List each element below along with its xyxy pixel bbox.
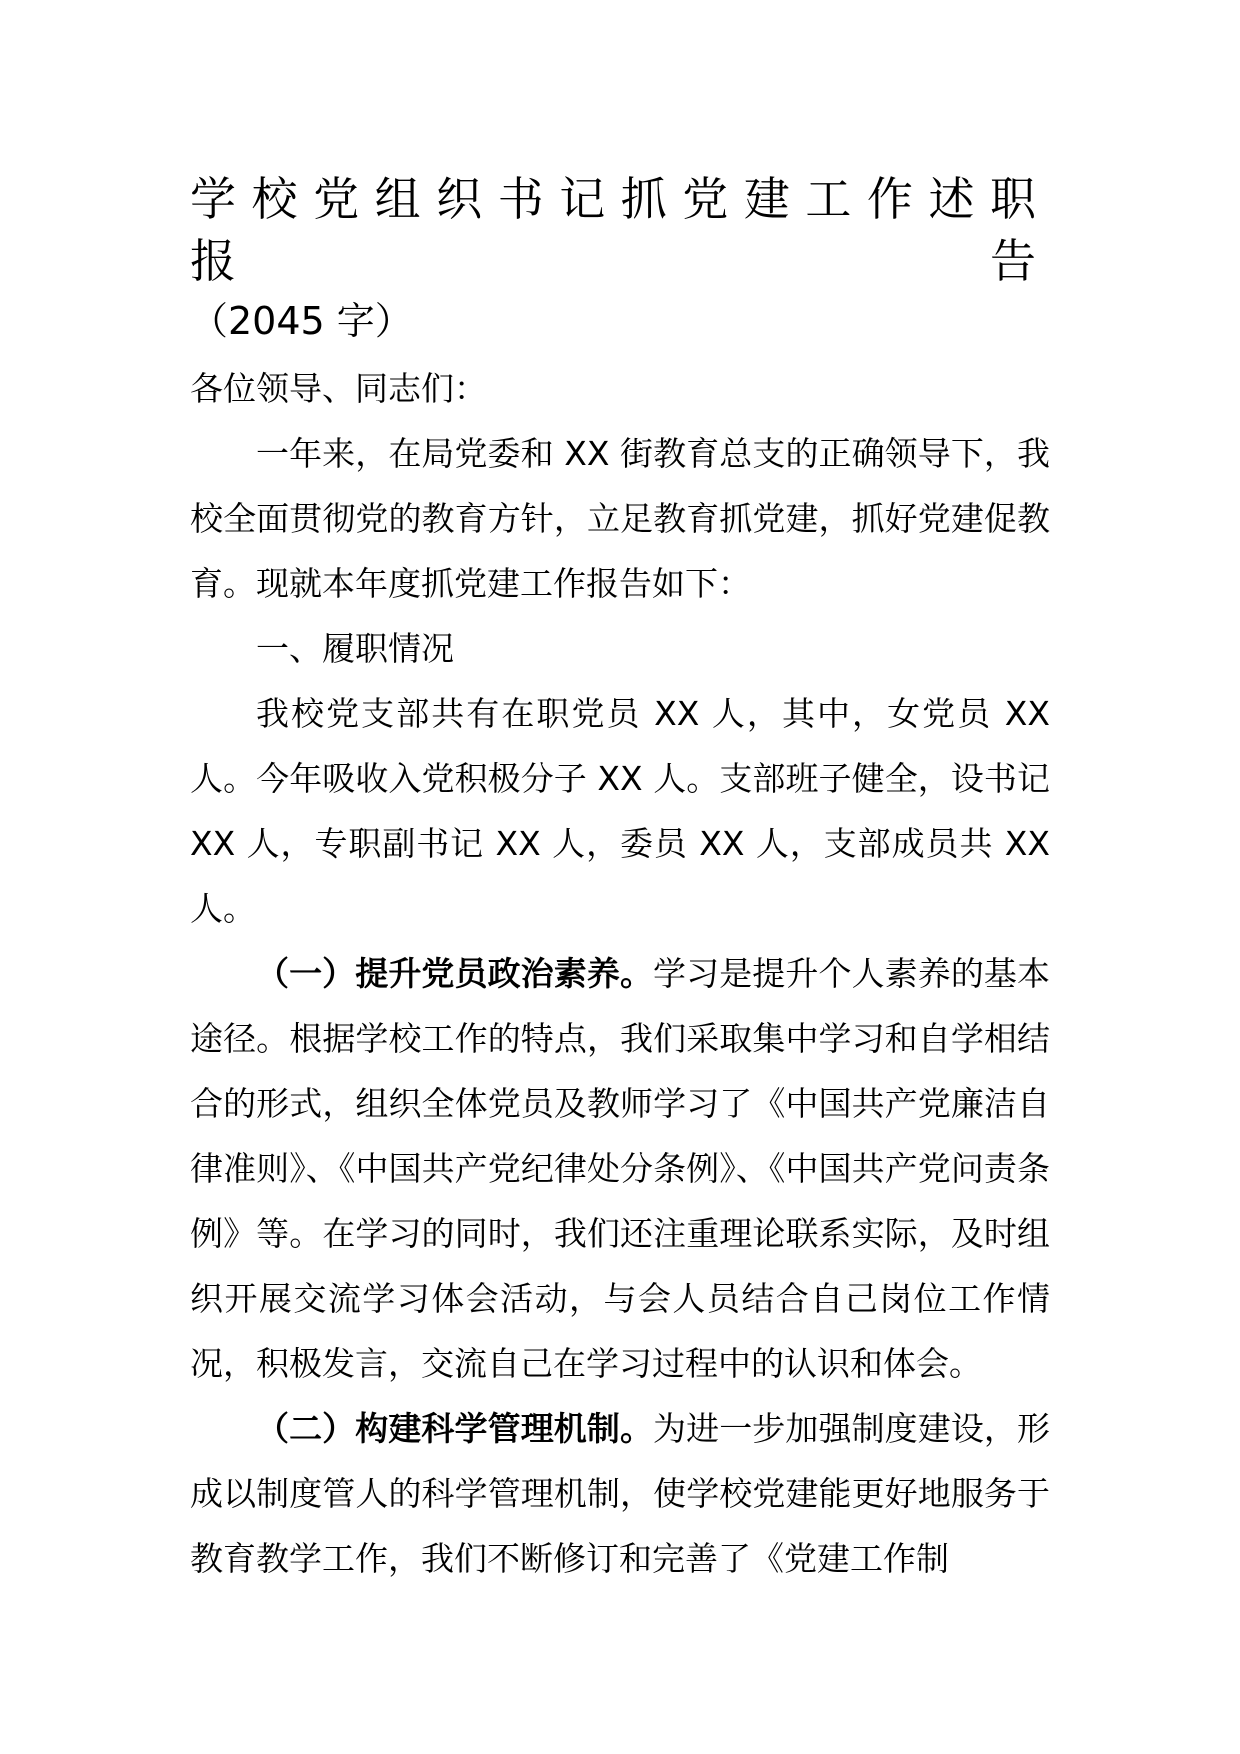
document-title: 学校党组织书记抓党建工作述职报告 [190,172,1050,288]
item-paragraph-political-quality [190,941,1050,1396]
item-heading-political-quality: （一）提升党员政治素养。 [256,954,654,993]
item-paragraph-management-mechanism [190,1396,1050,1591]
item-body-political-quality: 学习是提升个人素养的基本途径。根据学校工作的特点，我们采取集中学习和自学相结合的形式，组织全体党员及教师学习了《中国共产党廉洁自律准则》、《中国共产党纪律处分条例》、《中国共产党问责条例》等。在学习的同时，我们还注重理论联系实际，及时组织开展交流学习体会活动，与会人员结合自己岗位工作情况，积极发言，交流自己在学习过程中的认识和体会。 [190,954,1051,1383]
document-page [190,168,1050,1591]
section-heading-performance: 一、履职情况 [256,629,454,668]
section-body-performance: 我校党支部共有在职党员 XX 人，其中，女党员 XX 人。今年吸收入党积极分子 XX 人。支部班子健全，设书记 XX 人，专职副书记 XX 人，委员 XX 人，支部成员共 XX 人。 [190,694,1050,928]
document-title-wordcount: （2045 字） [190,299,413,343]
item-heading-management-mechanism: （二）构建科学管理机制。 [256,1409,654,1448]
intro-paragraph: 一年来，在局党委和 XX 街教育总支的正确领导下，我校全面贯彻党的教育方针，立足教育抓党建，抓好党建促教育。现就本年度抓党建工作报告如下： [190,434,1050,603]
item-body-management-mechanism: 为进一步加强制度建设，形成以制度管人的科学管理机制，使学校党建能更好地服务于教育教学工作，我们不断修订和完善了《党建工作制 [190,1409,1051,1578]
salutation: 各位领导、同志们： [190,369,487,408]
